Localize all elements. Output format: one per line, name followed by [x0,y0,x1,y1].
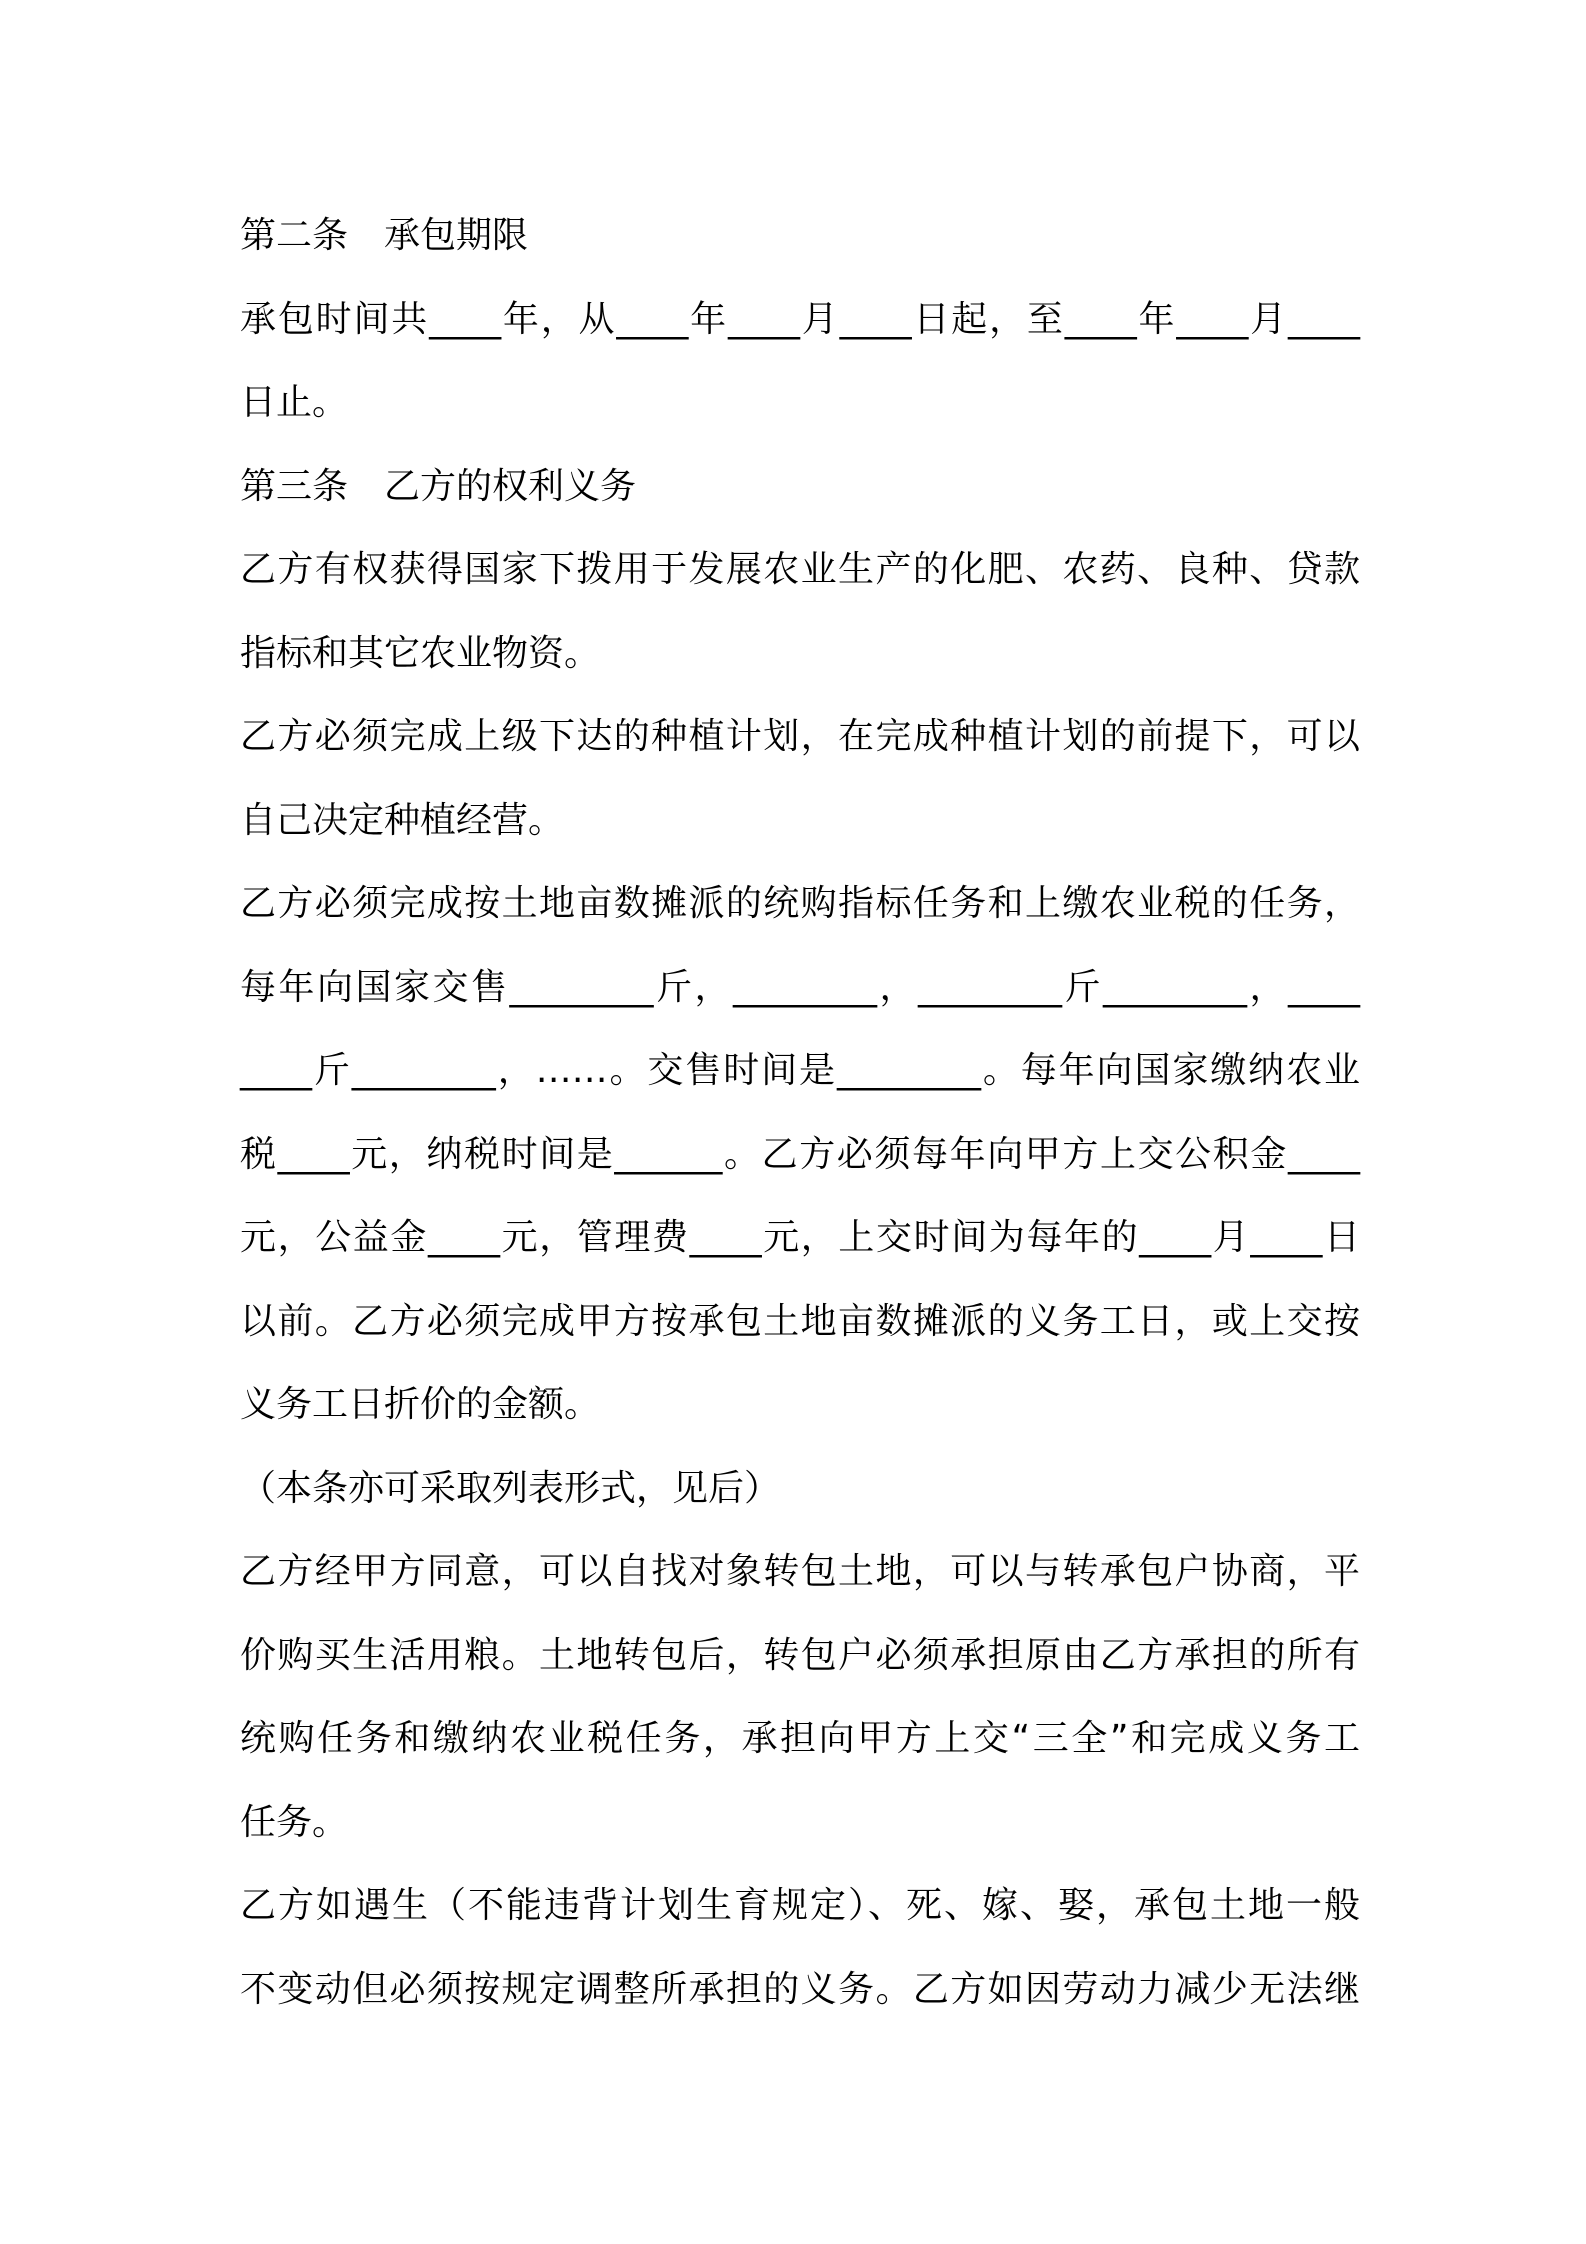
paragraph-line: 乙方必须完成上级下达的种植计划，在完成种植计划的前提下，可以 [240,716,1360,757]
paragraph-line: 义务工日折价的金额。 [240,1384,601,1425]
paragraph-line: 以前。乙方必须完成甲方按承包土地亩数摊派的义务工日，或上交按 [240,1300,1360,1342]
document-body [240,194,1360,2031]
article-2-heading: 第二条 承包期限 [240,215,529,256]
table-note: （本条亦可采取列表形式，见后） [240,1467,781,1509]
contract-term-line: 承包时间共____年，从____年____月____日起，至____年____月____ [240,298,1360,340]
paragraph-line: 乙方如遇生（不能违背计划生育规定）、死、嫁、娶，承包土地一般 [240,1885,1360,1926]
paragraph-line: ____斤________，……。交售时间是________。每年向国家缴纳农业 [240,1050,1360,1091]
paragraph-line: 乙方经甲方同意，可以自找对象转包土地，可以与转承包户协商，平 [240,1551,1360,1592]
paragraph-line: 元，公益金____元，管理费____元，上交时间为每年的____月____日 [240,1217,1360,1258]
paragraph-line: 不变动但必须按规定调整所承担的义务。乙方如因劳动力减少无法继 [240,1968,1360,2010]
paragraph-line: 指标和其它农业物资。 [240,632,601,674]
paragraph-line: 统购任务和缴纳农业税任务，承担向甲方上交“三全”和完成义务工 [240,1718,1360,1759]
paragraph-line: 任务。 [240,1801,349,1843]
paragraph-line: 乙方有权获得国家下拨用于发展农业生产的化肥、农药、良种、贷款 [240,549,1360,590]
contract-term-end: 日止。 [240,382,349,423]
paragraph-line: 乙方必须完成按土地亩数摊派的统购指标任务和上缴农业税的任务， [240,883,1360,924]
article-3-heading: 第三条 乙方的权利义务 [240,465,637,507]
paragraph-line: 每年向国家交售________斤，________，________斤________，____ [240,966,1360,1008]
paragraph-line: 自己决定种植经营。 [240,799,565,841]
paragraph-line: 税____元，纳税时间是______。乙方必须每年向甲方上交公积金____ [240,1133,1360,1175]
paragraph-line: 价购买生活用粮。土地转包后，转包户必须承担原由乙方承担的所有 [240,1634,1360,1676]
